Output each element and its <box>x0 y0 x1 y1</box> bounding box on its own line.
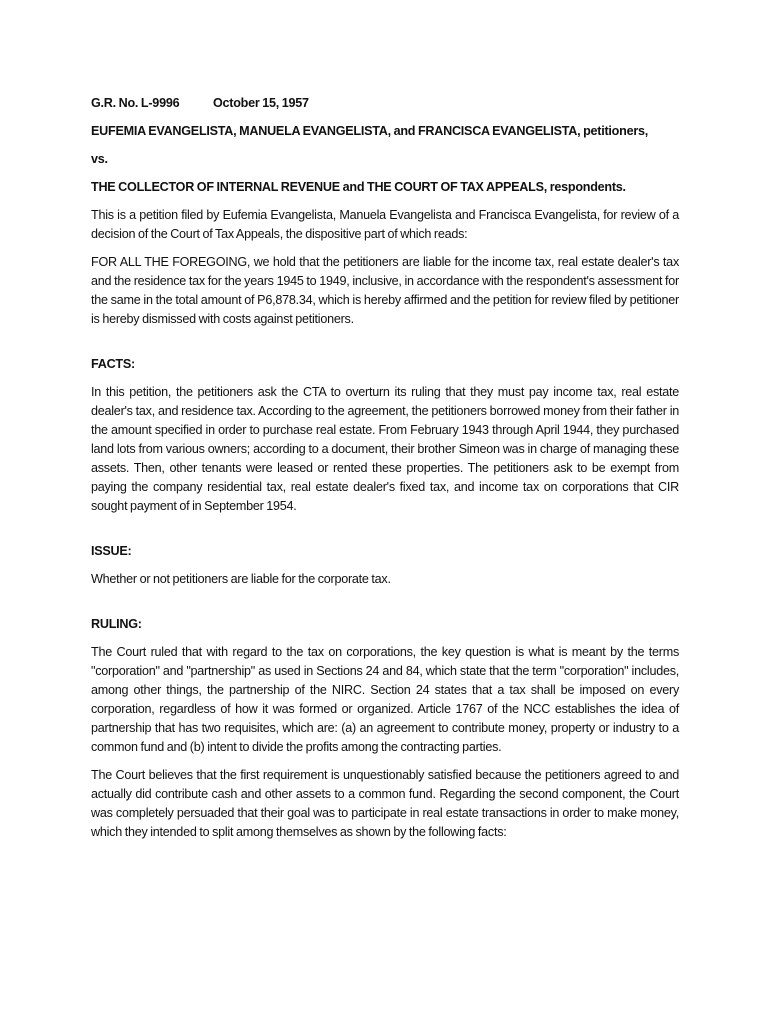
gr-number: G.R. No. L-9996 <box>91 96 180 110</box>
ruling-paragraph: The Court believes that the first requirement is unquestionably satisfied because the petitioners agreed to and actually did contribute cash and other assets to a common fund. Regarding the second component, the Court was completely persuaded that their goal was to participate in real estate transactions in order to make money, which they intended to split among themselves as shown by the following facts: <box>91 768 679 839</box>
versus-line: vs. <box>91 152 108 166</box>
respondents-line: THE COLLECTOR OF INTERNAL REVENUE and THE COURT OF TAX APPEALS, respondents. <box>91 180 626 194</box>
issue-paragraph: Whether or not petitioners are liable for the corporate tax. <box>91 572 391 586</box>
document-page <box>91 94 679 851</box>
facts-paragraph: In this petition, the petitioners ask the CTA to overturn its ruling that they must pay income tax, real estate dealer's tax, and residence tax. According to the agreement, the petitioners borrowed money from their father in the amount specified in order to purchase real estate. From February 1943 through April 1944, they purchased land lots from various owners; according to a document, their brother Simeon was in charge of managing these assets. Then, other tenants were leased or rented these properties. The petitioners ask to be exempt from paying the company residential tax, real estate dealer's fixed tax, and income tax on corporations that CIR sought payment of in September 1954. <box>91 385 679 513</box>
ruling-heading: RULING: <box>91 617 142 631</box>
issue-heading: ISSUE: <box>91 544 132 558</box>
ruling-paragraph: The Court ruled that with regard to the tax on corporations, the key question is what is meant by the terms "corporation" and "partnership" as used in Sections 24 and 84, which state that the term "corporation" includes, among other things, the partnership of the NIRC. Section 24 states that a tax shall be imposed on every corporation, regardless of how it was formed or organized. Article 1767 of the NCC establishes the idea of partnership that has two requisites, which are: (a) an agreement to contribute money, property or industry to a common fund and (b) intent to divide the profits among the contracting parties. <box>91 645 679 754</box>
intro-paragraph: This is a petition filed by Eufemia Evangelista, Manuela Evangelista and Francisca Evangelista, for review of a decision of the Court of Tax Appeals, the dispositive part of which reads: <box>91 208 679 241</box>
decision-date: October 15, 1957 <box>213 96 309 110</box>
petitioners-line: EUFEMIA EVANGELISTA, MANUELA EVANGELISTA, and FRANCISCA EVANGELISTA, petitioners, <box>91 124 648 138</box>
case-header <box>91 94 679 113</box>
dispositive-paragraph: FOR ALL THE FOREGOING, we hold that the petitioners are liable for the income tax, real estate dealer's tax and the residence tax for the years 1945 to 1949, inclusive, in accordance with the respondent's assessment for the same in the total amount of P6,878.34, which is hereby affirmed and the petition for review filed by petitioner is hereby dismissed with costs against petitioners. <box>91 255 679 326</box>
facts-heading: FACTS: <box>91 357 135 371</box>
